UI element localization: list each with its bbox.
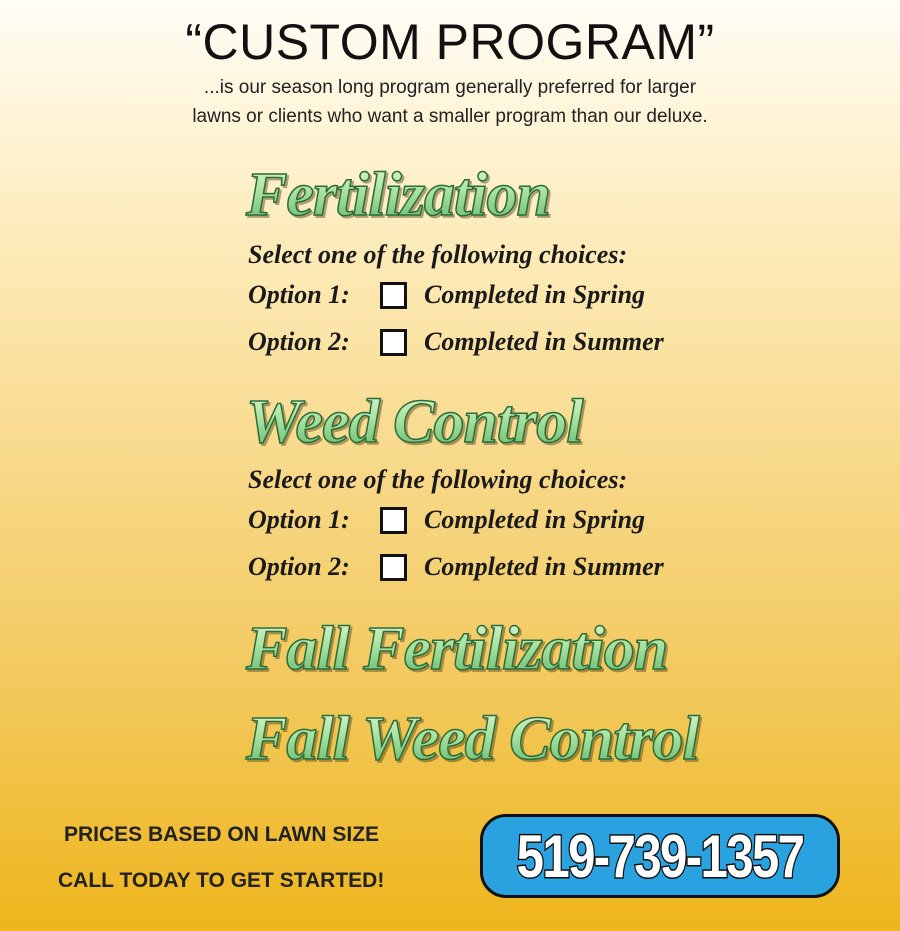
fall-weed-control-heading: Fall Weed Control (246, 705, 699, 773)
fall-fertilization-heading: Fall Fertilization (246, 615, 668, 683)
fertilization-option-1-text: Completed in Spring (424, 280, 646, 309)
fertilization-prompt: Select one of the following choices: (248, 240, 628, 269)
fertilization-option-2-label: Option 2: (248, 327, 350, 356)
fertilization-option-2-text: Completed in Summer (424, 327, 664, 356)
weed-control-option-1-text: Completed in Spring (424, 505, 646, 534)
phone-number[interactable]: 519-739-1357 (516, 822, 804, 890)
weed-control-option-2-text: Completed in Summer (424, 552, 664, 581)
weed-control-option-2-label: Option 2: (248, 552, 350, 581)
weed-control-heading: Weed Control (246, 388, 583, 456)
weed-control-option-1-label: Option 1: (248, 505, 350, 534)
fertilization-option-2-checkbox[interactable] (380, 329, 407, 356)
subtitle-line-1: ...is our season long program generally preferred for larger (203, 77, 697, 98)
weed-control-option-2-checkbox[interactable] (380, 554, 407, 581)
fertilization-heading: Fertilization (246, 161, 550, 229)
prices-note: PRICES BASED ON LAWN SIZE (64, 823, 380, 846)
call-to-action: CALL TODAY TO GET STARTED! (58, 869, 385, 892)
weed-control-prompt: Select one of the following choices: (248, 465, 628, 494)
fertilization-option-1-checkbox[interactable] (380, 282, 407, 309)
page-title: “CUSTOM PROGRAM” (185, 14, 715, 70)
phone-number-box[interactable] (480, 814, 840, 898)
weed-control-option-1-checkbox[interactable] (380, 507, 407, 534)
subtitle-line-2: lawns or clients who want a smaller program than our deluxe. (192, 106, 708, 127)
fertilization-option-1-label: Option 1: (248, 280, 350, 309)
